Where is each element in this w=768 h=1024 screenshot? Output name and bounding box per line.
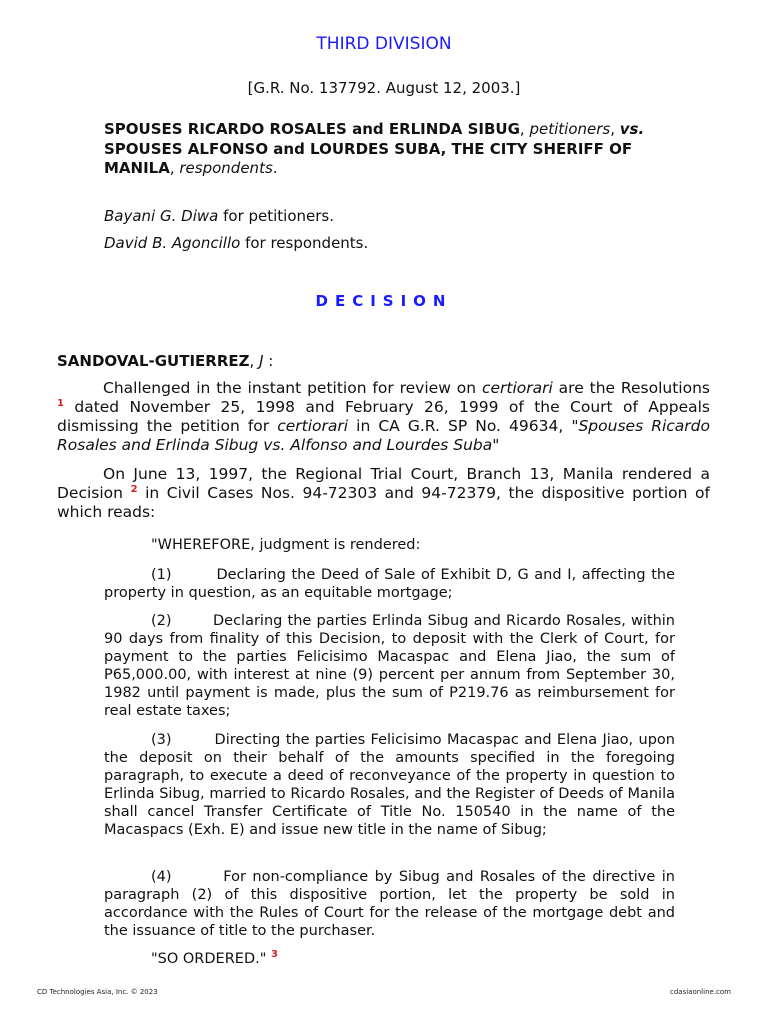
- text-italic: Spouses Ricardo Rosales and Erlinda Sibug vs. Alfonso and Lourdes Suba: [57, 417, 710, 454]
- division-title: THIRD DIVISION: [316, 34, 452, 54]
- ponente-title: J: [259, 352, 264, 370]
- footnote-link-1[interactable]: 1: [57, 397, 64, 409]
- footnote-link-2[interactable]: 2: [130, 483, 138, 495]
- separator: ,: [610, 120, 620, 138]
- text: in Civil Cases Nos. 94-72303 and 94-72379, the dispositive portion of which reads:: [57, 484, 710, 521]
- text: (4) For non-compliance by Sibug and Rosales of the directive in paragraph (2) of this dispositive portion, let the property be sold in accordance with the Rules of Court for the release of the mortgage debt and the issuance of title to the purchaser.: [104, 869, 680, 939]
- counsel-line-respondents: [104, 234, 368, 252]
- footer-website: cdasiaonline.com: [670, 988, 731, 996]
- body-paragraph-1: [57, 379, 710, 455]
- respondents-names: SPOUSES ALFONSO and LOURDES SUBA, THE CITY SHERIFF OF MANILA: [104, 139, 633, 177]
- text: (3) Directing the parties Felicisimo Macaspac and Elena Jiao, upon the deposit on their behalf of the amounts specified in the foregoing paragraph, to execute a deed of reconveyance of the property in question to Erlinda Sibug, married to Ricardo Rosales, and the Register of Deeds of Manila shall cancel Transfer Certificate of Title No. 150540 in the name of the Macaspacs (Exh. E) and issue new title in the name of Sibug;: [104, 732, 680, 838]
- separator: .: [272, 159, 278, 177]
- text: in CA G.R. SP No. 49634, ": [348, 417, 579, 435]
- decision-heading: DECISION: [315, 292, 453, 310]
- versus: vs.: [619, 120, 645, 138]
- text: "SO ORDERED.": [151, 951, 272, 967]
- text-italic: certiorari: [277, 417, 349, 435]
- footer-copyright: CD Technologies Asia, Inc. © 2023: [37, 988, 158, 996]
- footnote-link-3[interactable]: 3: [271, 949, 278, 961]
- counsel-role: for petitioners.: [218, 207, 335, 225]
- respondents-role: respondents: [179, 159, 273, 177]
- text: "WHEREFORE, judgment is rendered:: [151, 537, 421, 553]
- counsel-line-petitioners: [104, 207, 334, 225]
- text: (2) Declaring the parties Erlinda Sibug and Ricardo Rosales, within 90 days from finality of this Decision, to deposit with the Clerk of Court, for payment to the parties Felicisimo Macaspac and Elena Jiao, the sum of P65,000.00, with interest at nine (9) percent per annum from September 30, 1982 until payment is made, plus the sum of P219.76 as reimbursement for real estate taxes;: [104, 613, 680, 719]
- text: Challenged in the instant petition for review on: [103, 379, 482, 397]
- quote-closing: [104, 950, 675, 968]
- ponente: [57, 352, 273, 370]
- counsel-name: David B. Agoncillo: [104, 234, 241, 252]
- text: dated November 25, 1998 and February 26, 1999 of the Court of Appeals dismissing the petition for: [57, 398, 710, 435]
- case-number: [G.R. No. 137792. August 12, 2003.]: [247, 79, 521, 97]
- counsel-name: Bayani G. Diwa: [104, 207, 219, 225]
- quote-item-1: [104, 566, 680, 602]
- counsel-role: for respondents.: [240, 234, 369, 252]
- quote-intro: [104, 536, 675, 554]
- text-italic: certiorari: [481, 379, 553, 397]
- separator: ,: [169, 159, 180, 177]
- quote-item-4: [104, 868, 680, 940]
- text: ": [492, 436, 500, 454]
- text: (1) Declaring the Deed of Sale of Exhibit D, G and I, affecting the property in question, as an equitable mortgage;: [104, 567, 680, 601]
- separator: :: [263, 352, 274, 370]
- ponente-name: SANDOVAL-GUTIERREZ: [57, 352, 250, 370]
- text: On June 13, 1997, the Regional Trial Court, Branch 13, Manila rendered a Decision: [57, 465, 710, 502]
- text: are the Resolutions: [552, 379, 710, 397]
- quote-item-2: [104, 612, 680, 720]
- quote-item-3: [104, 731, 680, 839]
- petitioners-role: petitioners: [529, 120, 611, 138]
- separator: ,: [519, 120, 525, 138]
- separator: ,: [249, 352, 260, 370]
- case-parties: [104, 120, 684, 179]
- body-paragraph-2: [57, 465, 710, 522]
- petitioners-names: SPOUSES RICARDO ROSALES and ERLINDA SIBUG: [104, 120, 520, 138]
